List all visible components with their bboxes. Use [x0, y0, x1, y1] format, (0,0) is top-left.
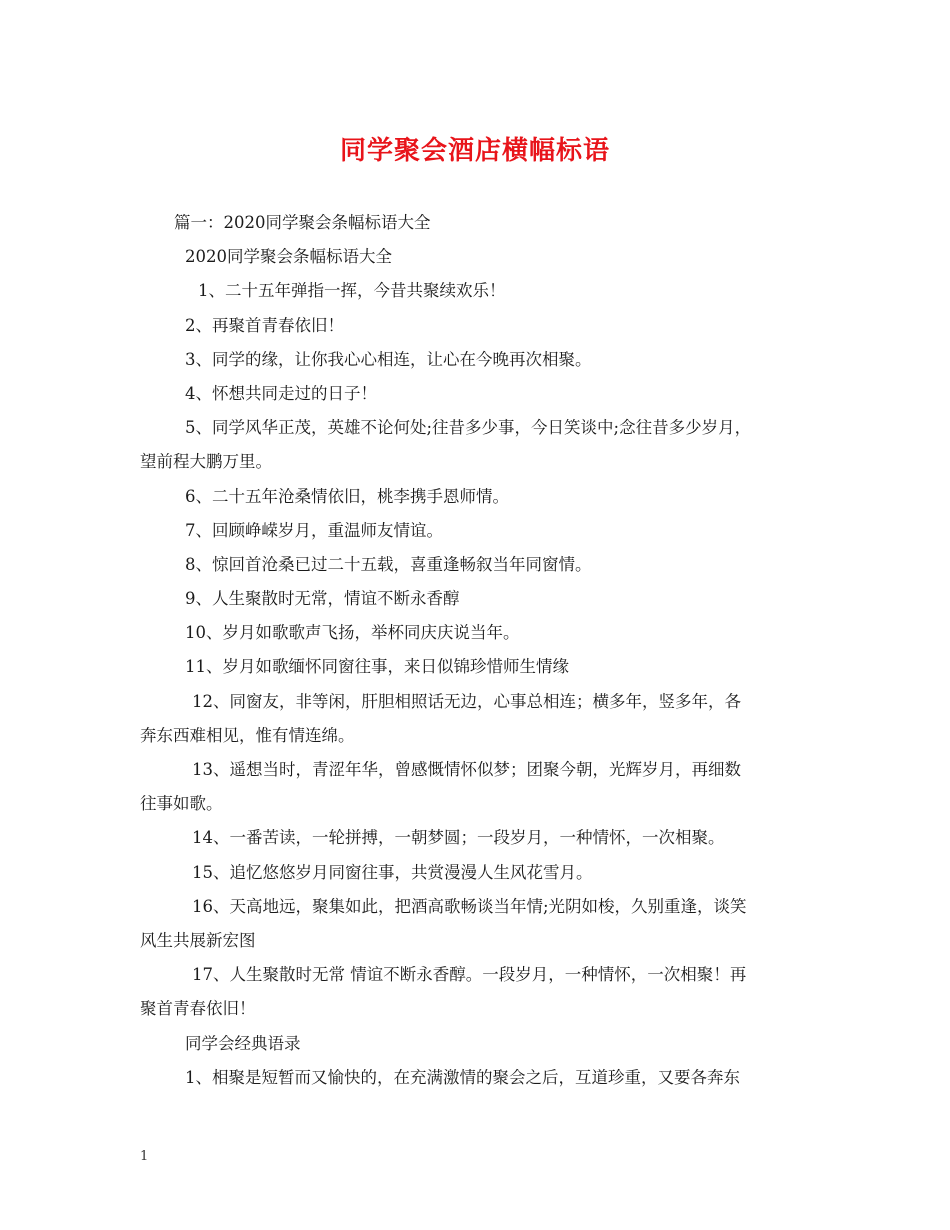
paragraph-line: 9、人生聚散时无常，情谊不断永香醇	[185, 589, 460, 609]
paragraph-line: 15、追忆悠悠岁月同窗往事，共赏漫漫人生风花雪月。	[192, 862, 593, 882]
paragraph-line: 3、同学的缘，让你我心心相连，让心在今晚再次相聚。	[185, 349, 592, 369]
paragraph-line: 12、同窗友，非等闲，肝胆相照话无边，心事总相连；横多年，竖多年，各	[192, 691, 741, 711]
document-title: 同学聚会酒店横幅标语	[339, 136, 610, 166]
paragraph-line: 风生共展新宏图	[140, 930, 256, 950]
paragraph-line: 4、怀想共同走过的日子！	[185, 383, 377, 403]
document-body	[140, 206, 820, 1095]
paragraph-line: 往事如歌。	[140, 794, 223, 814]
paragraph-line: 16、天高地远，聚集如此，把酒高歌畅谈当年情;光阴如梭，久别重逢，谈笑	[192, 896, 747, 916]
paragraph-line: 10、岁月如歌歌声飞扬，举杯同庆庆说当年。	[185, 623, 520, 643]
paragraph-line: 8、惊回首沧桑已过二十五载，喜重逢畅叙当年同窗情。	[185, 554, 592, 574]
paragraph-line: 1、二十五年弹指一挥，今昔共聚续欢乐！	[198, 281, 506, 301]
paragraph-line: 1、相聚是短暂而又愉快的，在充满激情的聚会之后，互道珍重，又要各奔东	[185, 1067, 740, 1087]
paragraph-line: 7、回顾峥嵘岁月，重温师友情谊。	[185, 520, 443, 540]
paragraph-line: 13、遥想当时，青涩年华，曾感慨情怀似梦；团聚今朝，光辉岁月，再细数	[192, 760, 741, 779]
paragraph-line: 同学会经典语录	[185, 1033, 301, 1053]
paragraph-line: 聚首青春依旧！	[140, 999, 256, 1019]
page-number: 1	[140, 1149, 149, 1164]
paragraph-line: 6、二十五年沧桑情依旧，桃李携手恩师情。	[185, 486, 509, 506]
paragraph-line: 奔东西难相见，惟有情连绵。	[140, 725, 355, 745]
paragraph-line: 5、同学风华正茂，英雄不论何处;往昔多少事，今日笑谈中;念往昔多少岁月，	[185, 418, 752, 438]
paragraph-line: 望前程大鹏万里。	[140, 452, 272, 472]
paragraph-line: 2020同学聚会条幅标语大全	[185, 247, 392, 267]
paragraph-line: 2、再聚首青春依旧！	[185, 315, 344, 335]
paragraph-line: 17、人生聚散时无常 情谊不断永香醇。一段岁月，一种情怀，一次相聚！再	[192, 965, 747, 985]
paragraph-line: 篇一：2020同学聚会条幅标语大全	[174, 213, 431, 232]
paragraph-line: 11、岁月如歌缅怀同窗往事，来日似锦珍惜师生情缘	[185, 657, 569, 677]
paragraph-line: 14、一番苦读，一轮拼搏，一朝梦圆；一段岁月，一种情怀，一次相聚。	[192, 828, 725, 848]
